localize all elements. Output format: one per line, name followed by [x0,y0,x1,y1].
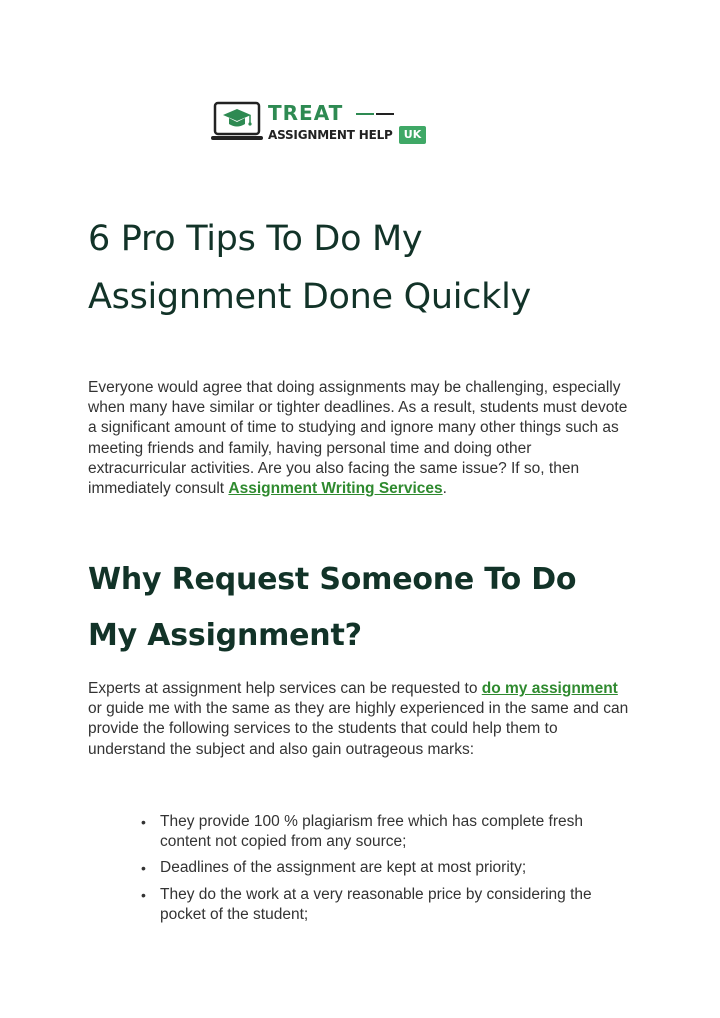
list-item-text: They provide 100 % plagiarism free which has complete fresh content not copied from any source; [160,813,584,851]
services-list [136,812,626,931]
brand-dash-dark [376,113,394,115]
brand-name: TREAT [268,101,344,125]
article-title-line-2: Assignment Done Quickly [88,277,531,317]
list-item [136,812,626,852]
section-text-after: or guide me with the same as they are highly experienced in the same and can provide the following services to the students that could help them to understand the subject and also gain outrageous marks: [88,700,629,758]
list-item [136,858,626,878]
brand-subtitle: ASSIGNMENT HELP [268,128,393,142]
list-item [136,885,626,925]
section-paragraph [88,679,633,760]
do-my-assignment-link[interactable]: do my assignment [481,680,618,697]
brand-logo[interactable] [211,100,441,146]
assignment-writing-services-link[interactable]: Assignment Writing Services [228,480,443,498]
section-heading-line-2: My Assignment? [88,618,362,653]
list-item-text: They do the work at a very reasonable price by considering the pocket of the student; [160,885,592,923]
list-item-text: Deadlines of the assignment are kept at most priority; [160,859,527,877]
bullet-icon: • [141,886,146,903]
intro-paragraph [88,378,633,499]
bullet-icon: • [141,814,146,830]
brand-dash-green [356,113,374,115]
section-heading [88,552,648,664]
uk-badge: UK [399,126,426,144]
bullet-icon: • [141,860,146,877]
section-text-before: Experts at assignment help services can be requested to [88,680,482,697]
section-heading-line-1: Why Request Someone To Do [88,562,577,597]
article-title [88,210,648,326]
intro-end: . [442,480,447,498]
laptop-graduation-cap-icon [211,100,263,144]
article-title-line-1: 6 Pro Tips To Do My [88,219,423,259]
intro-text: Everyone would agree that doing assignments may be challenging, especially when many have similar or tighter deadlines. As a result, students must devote a significant amount of time to studying and ignore many other things such as meeting friends and family, having personal time and doing other extracurricular activities. Are you also facing the same issue? If so, then immediately consult [88,379,628,498]
